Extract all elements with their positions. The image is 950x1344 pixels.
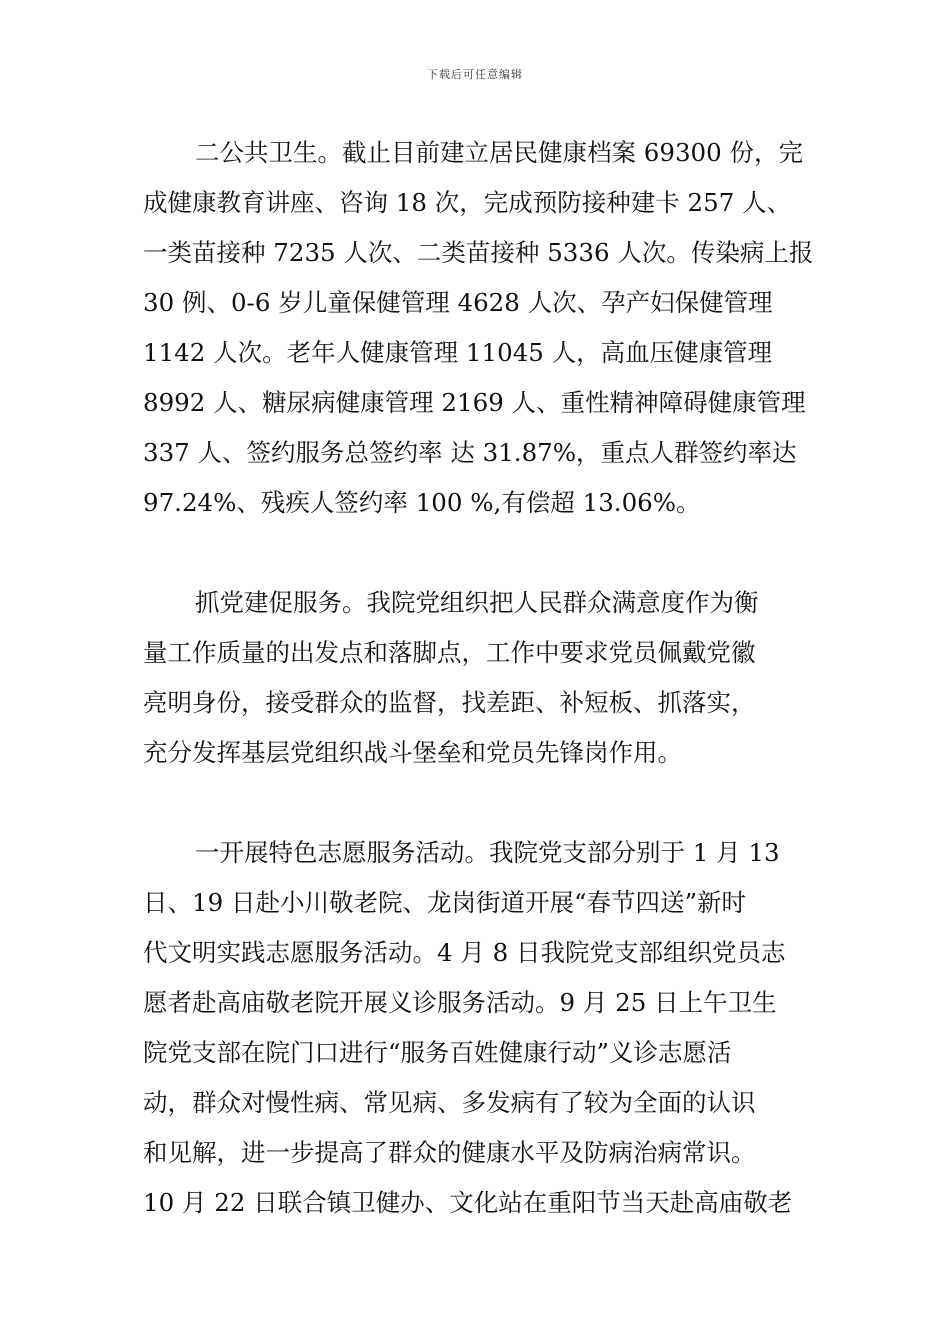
paragraph-party-building	[143, 578, 813, 778]
text-line: 成健康教育讲座、咨询 18 次，完成预防接种建卡 257 人、	[143, 188, 792, 217]
paragraph-spacer	[143, 528, 813, 578]
text-line: 代文明实践志愿服务活动。4 月 8 日我院党支部组织党员志	[143, 938, 786, 967]
text-line: 二公共卫生。截止目前建立居民健康档案 69300 份，完	[195, 138, 804, 167]
text-line: 8992 人、糖尿病健康管理 2169 人、重性精神障碍健康管理	[143, 388, 806, 417]
text-line: 一类苗接种 7235 人次、二类苗接种 5336 人次。传染病上报	[143, 238, 814, 267]
text-line: 1142 人次。老年人健康管理 11045 人，高血压健康管理	[143, 338, 773, 367]
paragraph-spacer	[143, 778, 813, 828]
text-line: 动，群众对慢性病、常见病、多发病有了较为全面的认识	[143, 1088, 756, 1117]
text-line: 30 例、0-6 岁儿童保健管理 4628 人次、孕产妇保健管理	[143, 288, 773, 317]
text-line: 愿者赴高庙敬老院开展义诊服务活动。9 月 25 日上午卫生	[143, 988, 777, 1017]
paragraph-volunteer-service	[143, 828, 813, 1228]
text-line: 日、19 日赴小川敬老院、龙岗街道开展“春节四送”新时	[143, 888, 747, 917]
text-line: 抓党建促服务。我院党组织把人民群众满意度作为衡	[195, 588, 759, 617]
text-line: 一开展特色志愿服务活动。我院党支部分别于 1 月 13	[195, 838, 780, 867]
document-body	[143, 128, 813, 1228]
text-line: 337 人、签约服务总签约率 达 31.87%，重点人群签约率达	[143, 438, 797, 467]
text-line: 充分发挥基层党组织战斗堡垒和党员先锋岗作用。	[143, 738, 682, 767]
text-line: 院党支部在院门口进行“服务百姓健康行动”义诊志愿活	[143, 1038, 732, 1067]
paragraph-public-health	[143, 128, 813, 528]
text-line: 量工作质量的出发点和落脚点，工作中要求党员佩戴党徽	[143, 638, 756, 667]
text-line: 亮明身份，接受群众的监督，找差距、补短板、抓落实，	[143, 688, 756, 717]
page-header: 下载后可任意编辑	[427, 68, 523, 81]
text-line: 10 月 22 日联合镇卫健办、文化站在重阳节当天赴高庙敬老	[143, 1188, 793, 1217]
text-line: 和见解，进一步提高了群众的健康水平及防病治病常识。	[143, 1138, 756, 1167]
text-line: 97.24%、残疾人签约率 100 %,有偿超 13.06%。	[143, 488, 701, 517]
